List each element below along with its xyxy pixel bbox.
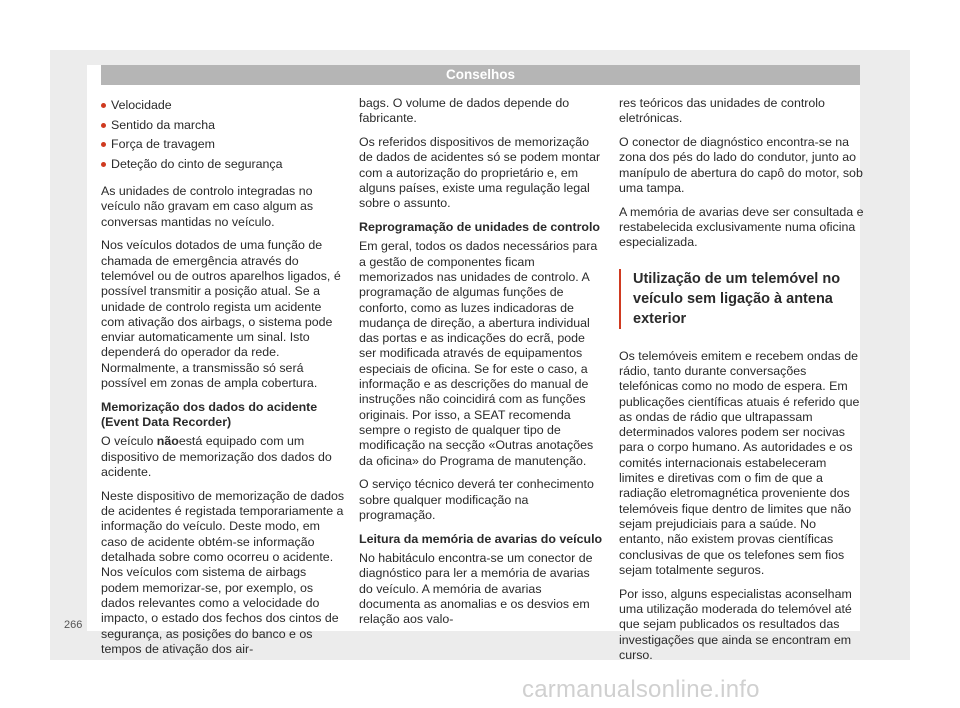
paragraph: Os referidos dispositivos de memorização de dados de acidentes só se podem montar com a autorização do proprietário e, em alguns países, existe uma regulação legal sobre o assunto. bbox=[359, 135, 601, 211]
paragraph: O conector de diagnóstico encontra-se na zona dos pés do lado do condutor, junto ao manípulo de abertura do capô do motor, sob uma tampa. bbox=[619, 135, 863, 195]
list-item: Sentido da marcha bbox=[101, 116, 346, 136]
paragraph: res teóricos das unidades de controlo eletrónicas. bbox=[619, 96, 825, 126]
paragraph: As unidades de controlo integradas no veículo não gravam em caso algum as conversas mantidas no veículo. bbox=[101, 184, 314, 229]
paragraph: O serviço técnico deverá ter conhecimento sobre qualquer modificação na programação. bbox=[359, 477, 594, 522]
paragraph: Por isso, alguns especialistas aconselham uma utilização moderada do telemóvel até que sejam publicados os resultados das investigações que ainda se encontram em curso. bbox=[619, 586, 852, 662]
subheading: Leitura da memória de avarias do veículo bbox=[359, 531, 603, 546]
paragraph: No habitáculo encontra-se um conector de diagnóstico para ler a memória de avarias do veículo. A memória de avarias documenta as anomalias e os desvios em relação aos valo- bbox=[359, 551, 593, 627]
section-header: Conselhos bbox=[101, 65, 860, 85]
bold-text: não bbox=[156, 434, 179, 449]
page-number: 266 bbox=[64, 619, 83, 631]
subheading: Memorização dos dados do acidente (Event Data Recorder) bbox=[101, 399, 318, 430]
paragraph: bags. O volume de dados depende do fabricante. bbox=[359, 96, 570, 126]
watermark: carmanualsonline.info bbox=[522, 676, 760, 703]
paragraph: Em geral, todos os dados necessários para a gestão de componentes ficam memorizados nas unidades de controlo. A programação de algumas funções de conforto, como as luzes indicadoras de mudança de direção, a abertura individual das portas e as indicações do ecrã, pode ser modificada através de equipamentos especiais de oficina. Se for este o caso, a informação e as descrições do manual de instruções não coincidirá com as funções originais. Por isso, a SEAT recomenda sempre o registo de qualquer tipo de modificação na secção «Outras anotações da oficina» do Programa de manutenção. bbox=[359, 239, 598, 468]
paragraph: Nos veículos dotados de uma função de chamada de emergência através do telemóvel ou de outros aparelhos ligados, é possível transmitir a posição atual. Se a unidade de controlo regista um acidente com ativação dos airbags, o sistema pode enviar automaticamente um sinal. Isto dependerá do operador da rede. Normalmente, a transmissão só será possível em zonas de ampla cobertura. bbox=[101, 238, 341, 391]
column-2 bbox=[359, 96, 604, 636]
section-title: Utilização de um telemóvel no veículo sem ligação à antena exterior bbox=[619, 269, 864, 329]
text-run: está equipado com um dispositivo de memorização dos dados do acidente. bbox=[101, 434, 332, 480]
list-item: Velocidade bbox=[101, 96, 346, 116]
bullet-list bbox=[101, 96, 346, 174]
list-item: Força de travagem bbox=[101, 135, 346, 155]
paragraph: A memória de avarias deve ser consultada e restabelecida exclusivamente numa oficina especializada. bbox=[619, 204, 864, 250]
paragraph: Neste dispositivo de memorização de dados de acidentes é registada temporariamente a informação do veículo. Deste modo, em caso de acidente obtém-se informação detalhada sobre como ocorreu o acidente. Nos veículos com sistema de airbags podem memorizar-se, por exemplo, os dados relevantes como a velocidade do impacto, o estado dos fechos dos cintos de segurança, as posições do banco e os tempos de ativação dos air- bbox=[101, 488, 345, 656]
column-3 bbox=[619, 96, 864, 672]
text-run: O veículo bbox=[101, 434, 157, 449]
paragraph bbox=[101, 434, 346, 480]
column-1 bbox=[101, 96, 346, 666]
paragraph: Os telemóveis emitem e recebem ondas de rádio, tanto durante conversações telefónicas como no modo de espera. Em publicações científicas atuais é referido que as ondas de rádio que ultrapassam determinados valores podem ser nocivas para o corpo humano. As autoridades e os comités internacionais estabeleceram limites e diretivas com o fim de que a radiação eletromagnética proveniente dos telemóveis fique dentro de limites que não sejam prejudiciais para a saúde. No entanto, não existem provas científicas conclusivas de que os telefones sem fios sejam totalmente seguros. bbox=[619, 348, 860, 577]
list-item: Deteção do cinto de segurança bbox=[101, 155, 346, 175]
subheading: Reprogramação de unidades de controlo bbox=[359, 220, 600, 235]
